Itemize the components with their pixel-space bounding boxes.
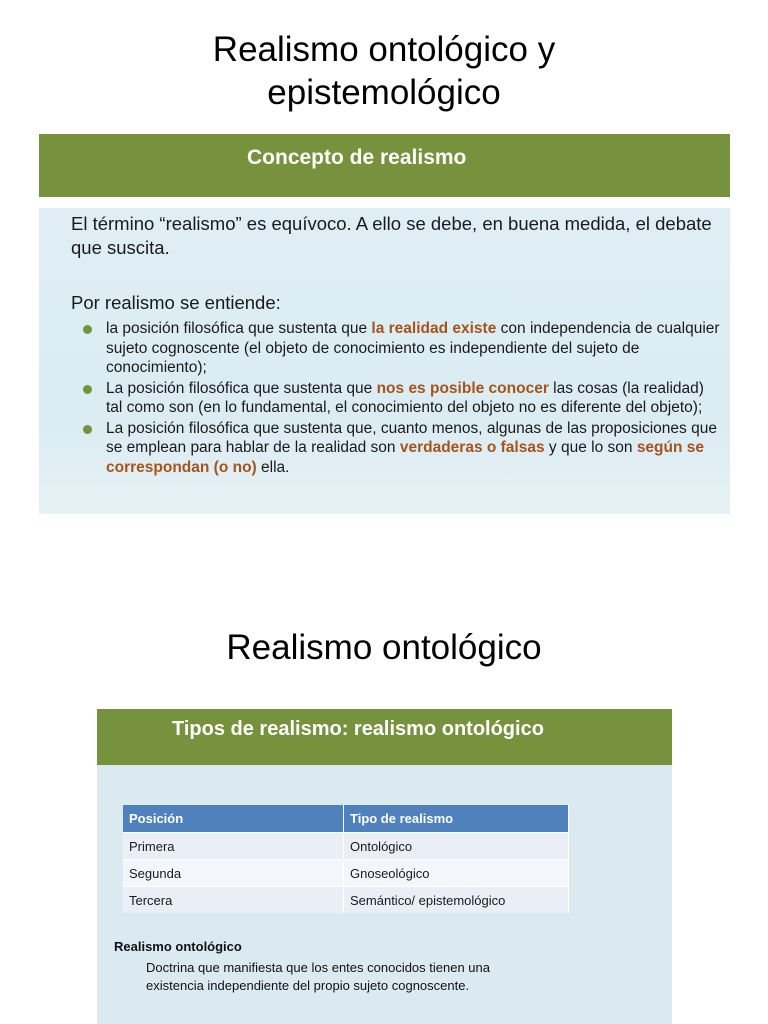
table-cell: Segunda [123,860,344,887]
point-text: La posición filosófica que sustenta que, cuanto menos, algunas de las proposiciones que se emplean para hablar de la realidad son [106,419,717,456]
realism-points-list [71,319,721,478]
slide-1-header [39,134,730,197]
bullet-icon [83,385,92,394]
table-cell: Primera [123,833,344,860]
slide-tipos-realismo [97,709,672,1024]
point-highlight: la realidad existe [371,320,497,337]
definition-text: Doctrina que manifiesta que los entes conocidos tienen una existencia independiente del propio sujeto cognoscente. [146,960,490,993]
table-row [123,860,569,887]
point-text: La posición filosófica que sustenta que [106,379,377,397]
list-item [71,419,721,478]
point-highlight: según se correspondan (o no) [106,439,705,476]
slide-concepto-realismo [39,134,730,514]
definition-subheading: Por realismo se entiende: [71,292,281,313]
point-text: y que lo son [544,439,637,456]
point-highlight: verdaderas o falsas [399,439,545,456]
intro-paragraph: El término “realismo” es equívoco. A ello se debe, en buena medida, el debate que suscita. [71,213,712,258]
slide-2-header-title: Tipos de realismo: realismo ontológico [172,718,544,740]
table-cell: Gnoseológico [344,860,569,887]
point-text: las cosas (la realidad) tal como son (en lo fundamental, el conocimiento del objeto no es diferente del objeto); [106,379,704,416]
point-text: la posición filosófica que sustenta que [106,320,372,337]
bullet-icon [83,325,92,334]
table-row [123,833,569,860]
column-header-tipo: Tipo de realismo [344,805,569,833]
realism-types-table [123,805,569,913]
table-cell: Tercera [123,887,344,914]
list-item [71,379,721,418]
definition-title: Realismo ontológico [114,939,242,954]
table-cell: Ontológico [344,833,569,860]
page-title-1 [0,28,768,114]
list-item [71,319,721,378]
slide-2-body [97,765,672,1024]
table-header-row [123,805,569,833]
point-text: con independencia de cualquier sujeto cognoscente (el objeto de conocimiento es independiente del sujeto de conocimiento); [106,320,720,376]
page-title-1-line-2: epistemológico [267,73,501,112]
page-title-2: Realismo ontológico [226,628,542,667]
column-header-posicion: Posición [123,805,344,833]
point-highlight: nos es posible conocer [376,379,549,397]
slide-1-header-title: Concepto de realismo [247,146,467,169]
table-row [123,887,569,914]
bullet-icon [83,425,92,434]
slide-2-header [97,709,672,765]
table-cell: Semántico/ epistemológico [344,887,569,914]
slide-1-body [39,208,730,514]
page-title-1-line-1: Realismo ontológico y [212,30,556,69]
point-text: ella. [256,458,290,476]
